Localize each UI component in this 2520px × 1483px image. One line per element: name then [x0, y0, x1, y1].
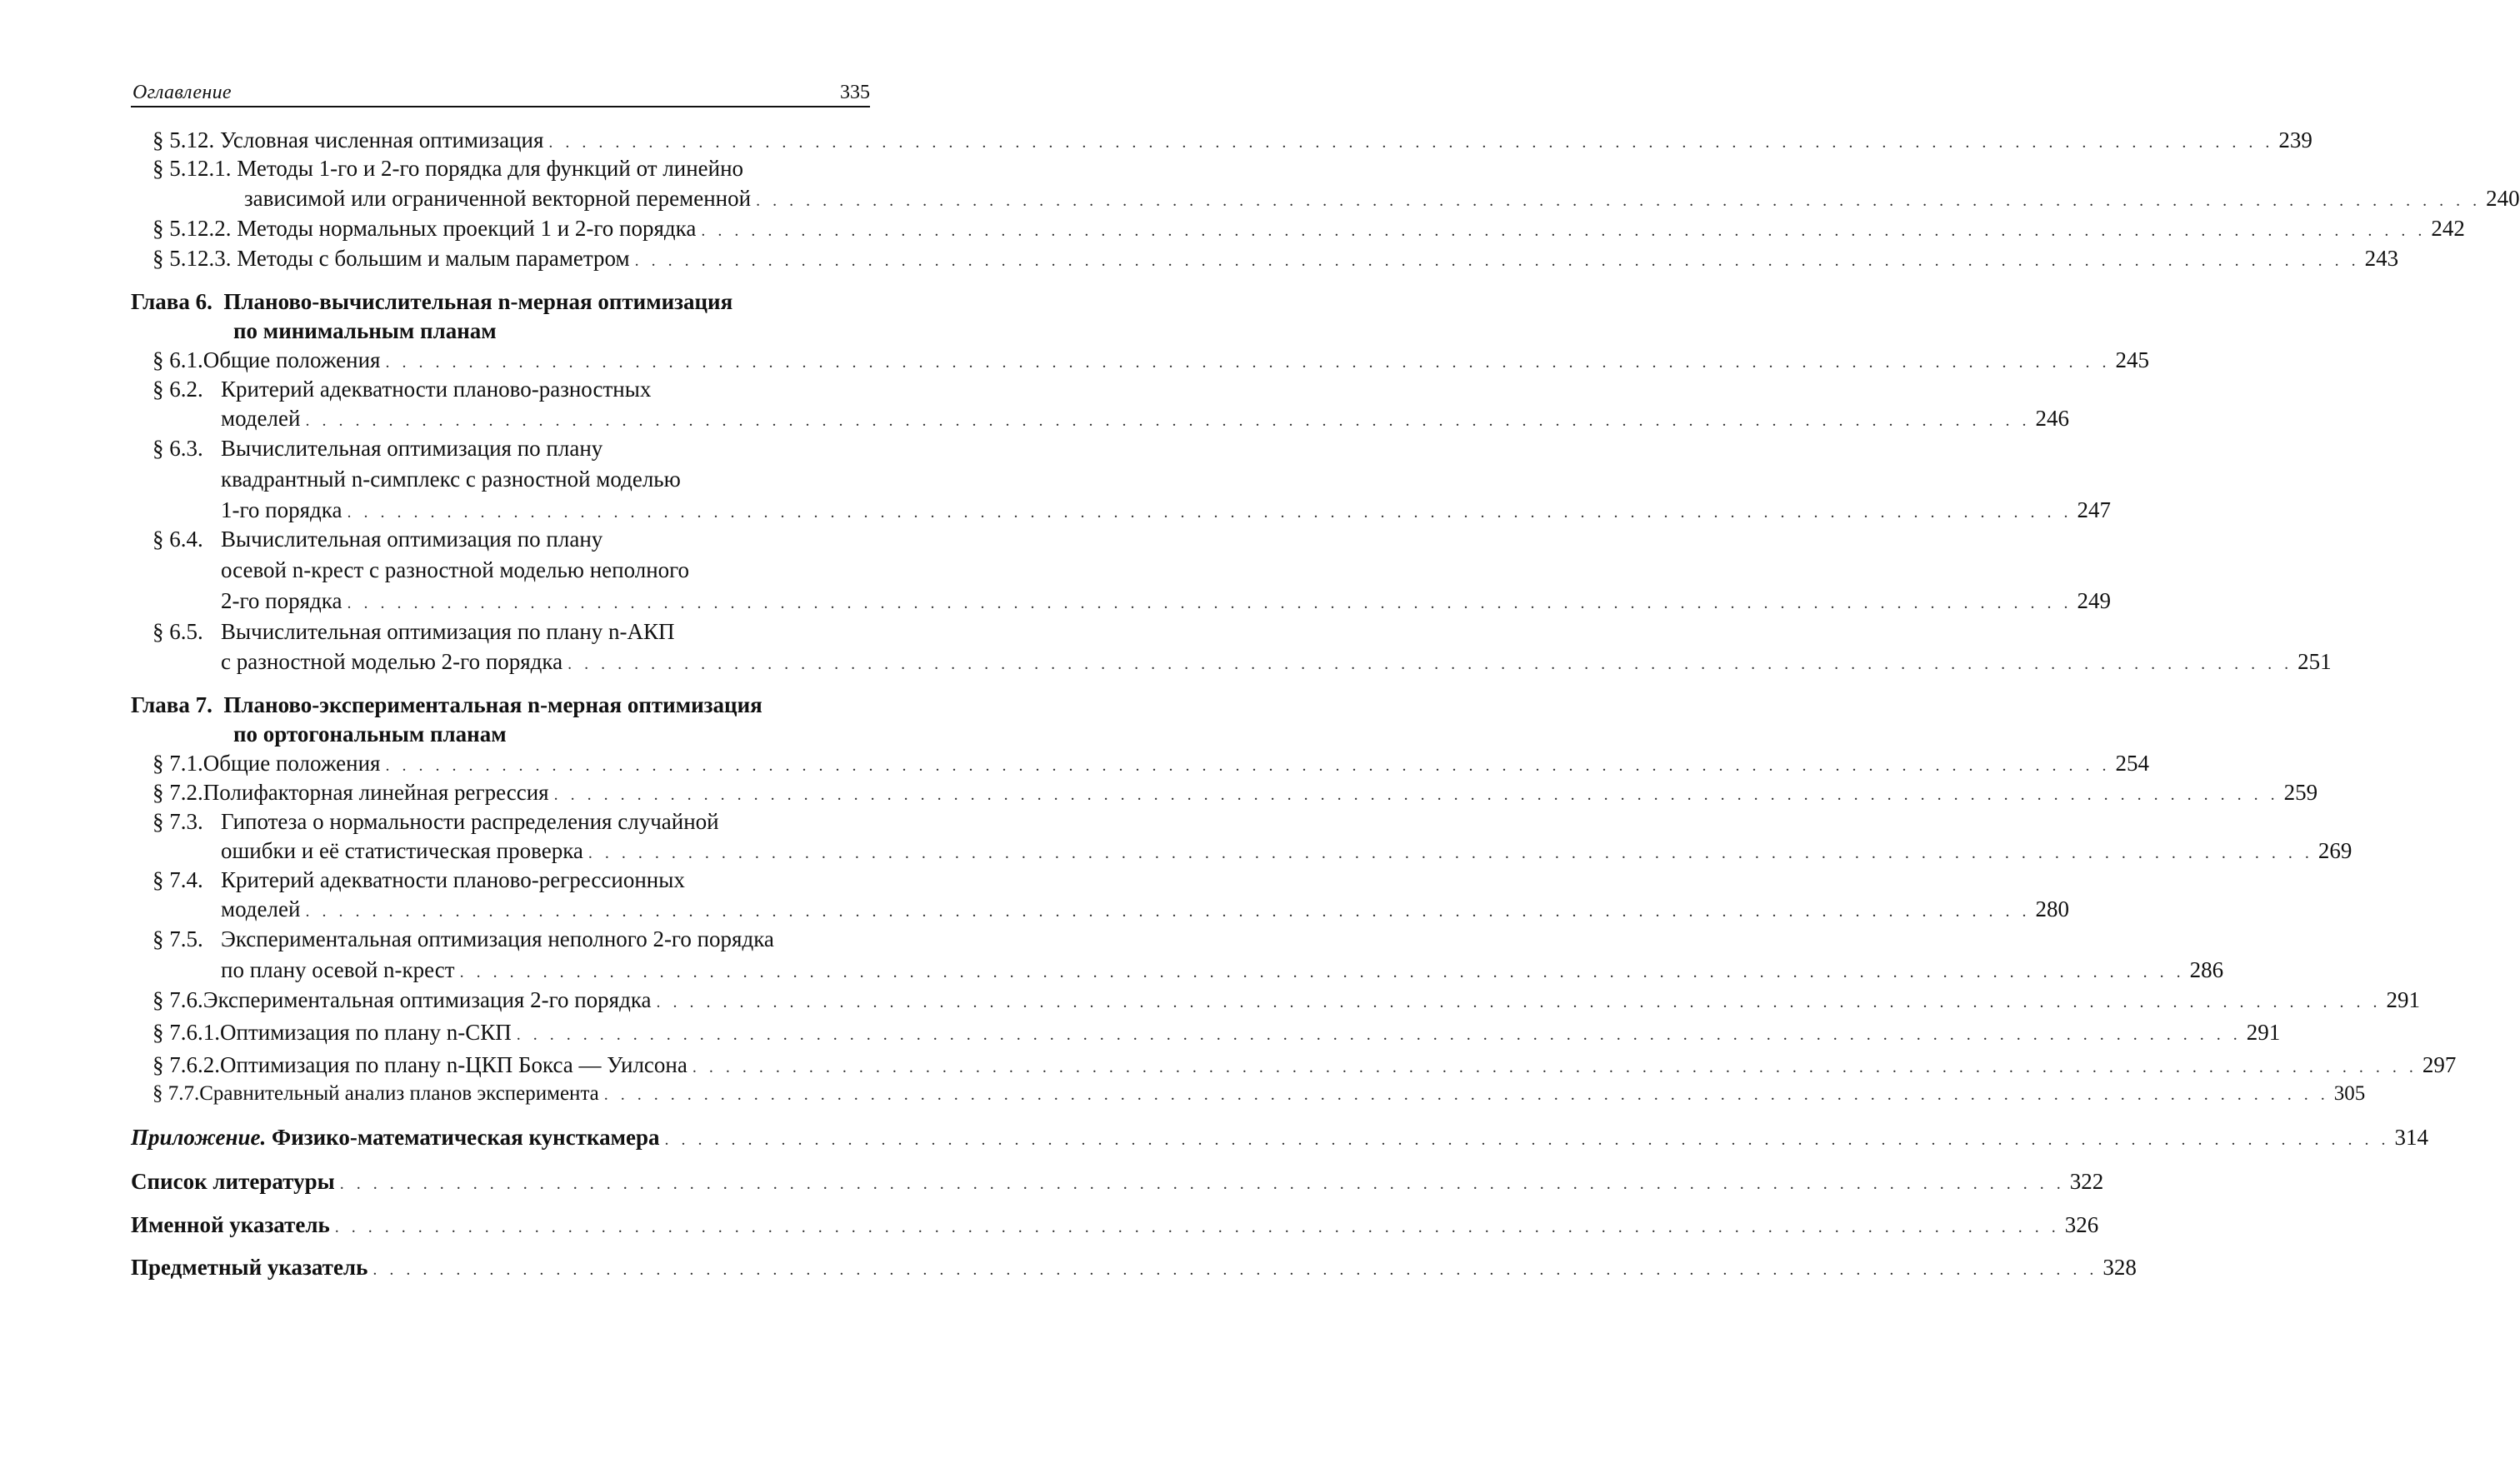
section-title-line-1: Критерий адекватности планово-разностных [221, 377, 652, 402]
section-title: Методы нормальных проекций 1 и 2-го порядка [237, 216, 697, 241]
toc-entry-5-12 [152, 125, 2312, 155]
section-number: § 7.1. [152, 751, 203, 776]
toc-entry-name-index [131, 1210, 2099, 1240]
chapter-title-line-2: по ортогональным планам [233, 722, 507, 746]
dot-leader: . . . . . . . . . . . . . . . . . . . . . . . . . . . . . . . . . . . . . . . . . . . . . . . . . . . . . . . . . . . . . . . . . . . . . . . . . . . . . . . . . . . . . . . . . . . . . . . . . . . . . . . . [634, 252, 2360, 270]
appendix-title: Физико-математическая кунсткамера [272, 1125, 660, 1150]
section-number: § 7.2. [152, 780, 203, 805]
page-number: 251 [2298, 649, 2332, 674]
section-number: § 7.7. [152, 1082, 200, 1105]
toc-entry-7-1 [152, 748, 2149, 778]
toc-entry-7-3-cont [221, 836, 2352, 866]
toc-entry-7-6 [152, 985, 2421, 1015]
page-number: 305 [2333, 1082, 2366, 1105]
section-title-line-3: 1-го порядка [221, 497, 342, 522]
section-number: § 7.4. [152, 867, 203, 892]
dot-leader: . . . . . . . . . . . . . . . . . . . . . . . . . . . . . . . . . . . . . . . . . . . . . . . . . . . . . . . . . . . . . . . . . . . . . . . . . . . . . . . . . . . . . . . . . . . . . . . . . . . . . . . . [588, 844, 2313, 862]
section-title: Оптимизация по плану n-ЦКП Бокса — Уилсона [220, 1052, 688, 1077]
section-title: Экспериментальная оптимизация 2-го порядка [202, 987, 652, 1012]
section-number: § 5.12.3. [152, 246, 232, 271]
section-title-line-2: моделей [221, 896, 301, 921]
page-number: 254 [2115, 751, 2149, 776]
section-title-line-1: Вычислительная оптимизация по плану [221, 527, 603, 552]
page-number: 247 [2077, 497, 2111, 522]
toc-entry-7-2 [152, 777, 2318, 807]
section-number: § 7.6.1. [152, 1020, 220, 1045]
page-number: 297 [2422, 1052, 2457, 1077]
page-number: 314 [2394, 1125, 2429, 1150]
section-number: § 6.2. [152, 377, 203, 402]
toc-entry-7-5-cont [221, 955, 2224, 985]
section-title: Оптимизация по плану n-СКП [220, 1020, 512, 1045]
dot-leader: . . . . . . . . . . . . . . . . . . . . . . . . . . . . . . . . . . . . . . . . . . . . . . . . . . . . . . . . . . . . . . . . . . . . . . . . . . . . . . . . . . . . . . . . . . . . . . . . . . . . . . . . [516, 1026, 2242, 1044]
section-title-line-2: моделей [221, 406, 301, 431]
section-title: Общие положения [202, 347, 381, 372]
dot-leader: . . . . . . . . . . . . . . . . . . . . . . . . . . . . . . . . . . . . . . . . . . . . . . . . . . . . . . . . . . . . . . . . . . . . . . . . . . . . . . . . . . . . . . . . . . . . . . . . . . . . . . . . [339, 1175, 2065, 1193]
page-number: 326 [2064, 1212, 2099, 1237]
toc-entry-5-12-1 [152, 153, 743, 183]
section-title-line-1: Критерий адекватности планово-регрессионных [221, 867, 685, 892]
section-number: § 5.12.1. [152, 156, 232, 181]
dot-leader: . . . . . . . . . . . . . . . . . . . . . . . . . . . . . . . . . . . . . . . . . . . . . . . . . . . . . . . . . . . . . . . . . . . . . . . . . . . . . . . . . . . . . . . . . . . . . . . . . . . . . . . . [385, 756, 2111, 775]
toc-entry-5-12-1-cont [244, 183, 2520, 213]
toc-entry-6-5-cont [221, 647, 2332, 677]
page-number: 239 [2278, 127, 2312, 152]
dot-leader: . . . . . . . . . . . . . . . . . . . . . . . . . . . . . . . . . . . . . . . . . . . . . . . . . . . . . . . . . . . . . . . . . . . . . . . . . . . . . . . . . . . . . . . . . . . . . . . . . . . . . . . . [701, 222, 2427, 240]
toc-entry-6-4 [152, 524, 602, 554]
dot-leader: . . . . . . . . . . . . . . . . . . . . . . . . . . . . . . . . . . . . . . . . . . . . . . . . . . . . . . . . . . . . . . . . . . . . . . . . . . . . . . . . . . . . . . . . . . . . . . . . . . . . . . . . [372, 1261, 2098, 1279]
page-number: 242 [2431, 216, 2465, 241]
subject-index-title: Предметный указатель [131, 1255, 368, 1280]
page-number: 245 [2115, 347, 2149, 372]
toc-entry-6-5 [152, 617, 675, 647]
section-title-line-1: Методы 1-го и 2-го порядка для функций от линейно [237, 156, 744, 181]
section-title: Методы с большим и малым параметром [237, 246, 630, 271]
section-title-line-3: 2-го порядка [221, 588, 342, 613]
dot-leader: . . . . . . . . . . . . . . . . . . . . . . . . . . . . . . . . . . . . . . . . . . . . . . . . . . . . . . . . . . . . . . . . . . . . . . . . . . . . . . . . . . . . . . . . . . . . . . . . . . . . . . . . [385, 353, 2111, 372]
section-number: § 7.6. [152, 987, 203, 1012]
section-title-line-2: по плану осевой n-крест [221, 957, 455, 982]
toc-entry-7-4 [152, 865, 685, 895]
chapter-7-heading [131, 690, 762, 720]
toc-entry-7-3 [152, 806, 719, 836]
section-number: § 7.3. [152, 809, 203, 834]
dot-leader: . . . . . . . . . . . . . . . . . . . . . . . . . . . . . . . . . . . . . . . . . . . . . . . . . . . . . . . . . . . . . . . . . . . . . . . . . . . . . . . . . . . . . . . . . . . . . . . . . . . . . . . . [334, 1218, 2060, 1236]
toc-entry-6-2 [152, 374, 651, 404]
section-title: Условная численная оптимизация [220, 127, 544, 152]
section-number: § 7.6.2. [152, 1052, 220, 1077]
dot-leader: . . . . . . . . . . . . . . . . . . . . . . . . . . . . . . . . . . . . . . . . . . . . . . . . . . . . . . . . . . . . . . . . . . . . . . . . . . . . . . . . . . . . . . . . . . . . . . . . . . . . . . . . [664, 1131, 2390, 1149]
toc-entry-7-5 [152, 924, 774, 954]
section-title-line-2: квадрантный n-симплекс с разностной моделью [221, 467, 681, 492]
page-number: 249 [2077, 588, 2111, 613]
section-title: Полифакторная линейная регрессия [202, 780, 549, 805]
section-number: § 6.1. [152, 347, 203, 372]
toc-entry-6-4-cont-2 [221, 586, 2111, 616]
running-header-page-number: 335 [840, 82, 870, 103]
section-title-line-2: осевой n-крест с разностной моделью неполного [221, 557, 690, 582]
section-number: § 5.12. [152, 127, 215, 152]
chapter-title-line-1: Планово-вычислительная n-мерная оптимизация [223, 289, 733, 314]
references-title: Список литературы [131, 1169, 335, 1194]
page-number: 240 [2486, 186, 2520, 211]
section-title-line-1: Вычислительная оптимизация по плану [221, 436, 603, 461]
toc-entry-subject-index [131, 1252, 2137, 1282]
chapter-label: Глава 7. [131, 692, 212, 717]
section-title-line-2: с разностной моделью 2-го порядка [221, 649, 563, 674]
chapter-title-line-1: Планово-экспериментальная n-мерная оптимизация [223, 692, 762, 717]
section-number: § 6.4. [152, 527, 203, 552]
appendix-label: Приложение. [131, 1125, 267, 1150]
toc-entry-6-3 [152, 433, 602, 463]
chapter-6-heading [131, 287, 732, 317]
section-title-line-2: ошибки и её статистическая проверка [221, 838, 583, 863]
page-number: 291 [2386, 987, 2421, 1012]
page-number: 243 [2364, 246, 2399, 271]
toc-entry-6-1 [152, 345, 2149, 375]
page-number: 280 [2035, 896, 2069, 921]
page-number: 286 [2189, 957, 2224, 982]
chapter-6-heading-cont [233, 316, 497, 346]
toc-entry-6-2-cont [221, 403, 2069, 433]
name-index-title: Именной указатель [131, 1212, 330, 1237]
section-title-line-1: Экспериментальная оптимизация неполного 2-го порядка [221, 926, 774, 951]
dot-leader: . . . . . . . . . . . . . . . . . . . . . . . . . . . . . . . . . . . . . . . . . . . . . . . . . . . . . . . . . . . . . . . . . . . . . . . . . . . . . . . . . . . . . . . . . . . . . . . . . . . . . . . . [347, 503, 2072, 522]
section-number: § 6.5. [152, 619, 203, 644]
dot-leader: . . . . . . . . . . . . . . . . . . . . . . . . . . . . . . . . . . . . . . . . . . . . . . . . . . . . . . . . . . . . . . . . . . . . . . . . . . . . . . . . . . . . . . . . . . . . . . . . . . . . . . . . [553, 786, 2279, 804]
chapter-7-heading-cont [233, 719, 507, 749]
toc-entry-references [131, 1166, 2104, 1196]
section-title-line-1: Гипотеза о нормальности распределения случайной [221, 809, 719, 834]
page-number: 328 [2102, 1255, 2137, 1280]
running-header-title: Оглавление [132, 82, 232, 103]
page-number: 246 [2035, 406, 2069, 431]
toc-entry-7-6-2 [152, 1050, 2457, 1080]
dot-leader: . . . . . . . . . . . . . . . . . . . . . . . . . . . . . . . . . . . . . . . . . . . . . . . . . . . . . . . . . . . . . . . . . . . . . . . . . . . . . . . . . . . . . . . . . . . . . . . . . . . . . . . . [692, 1058, 2418, 1076]
dot-leader: . . . . . . . . . . . . . . . . . . . . . . . . . . . . . . . . . . . . . . . . . . . . . . . . . . . . . . . . . . . . . . . . . . . . . . . . . . . . . . . . . . . . . . . . . . . . . . . . . . . . . . . . [305, 902, 2031, 921]
toc-entry-appendix [131, 1122, 2429, 1152]
section-title: Сравнительный анализ планов эксперимента [199, 1082, 599, 1105]
section-title: Общие положения [202, 751, 381, 776]
chapter-label: Глава 6. [131, 289, 212, 314]
section-number: § 6.3. [152, 436, 203, 461]
chapter-title-line-2: по минимальным планам [233, 318, 497, 343]
dot-leader: . . . . . . . . . . . . . . . . . . . . . . . . . . . . . . . . . . . . . . . . . . . . . . . . . . . . . . . . . . . . . . . . . . . . . . . . . . . . . . . . . . . . . . . . . . . . . . . . . . . . . . . . [603, 1086, 2329, 1104]
section-title-line-2: зависимой или ограниченной векторной переменной [244, 186, 752, 211]
section-number: § 5.12.2. [152, 216, 232, 241]
dot-leader: . . . . . . . . . . . . . . . . . . . . . . . . . . . . . . . . . . . . . . . . . . . . . . . . . . . . . . . . . . . . . . . . . . . . . . . . . . . . . . . . . . . . . . . . . . . . . . . . . . . . . . . . [756, 192, 2482, 210]
dot-leader: . . . . . . . . . . . . . . . . . . . . . . . . . . . . . . . . . . . . . . . . . . . . . . . . . . . . . . . . . . . . . . . . . . . . . . . . . . . . . . . . . . . . . . . . . . . . . . . . . . . . . . . . [347, 594, 2072, 612]
toc-entry-7-6-1 [152, 1017, 2281, 1047]
dot-leader: . . . . . . . . . . . . . . . . . . . . . . . . . . . . . . . . . . . . . . . . . . . . . . . . . . . . . . . . . . . . . . . . . . . . . . . . . . . . . . . . . . . . . . . . . . . . . . . . . . . . . . . . [305, 412, 2031, 430]
toc-entry-6-4-cont [221, 555, 689, 585]
toc-entry-5-12-2 [152, 213, 2465, 243]
toc-entry-6-3-cont [221, 464, 681, 494]
page-number: 259 [2283, 780, 2318, 805]
toc-entry-6-3-cont-2 [221, 495, 2111, 525]
toc-entry-7-4-cont [221, 894, 2069, 924]
dot-leader: . . . . . . . . . . . . . . . . . . . . . . . . . . . . . . . . . . . . . . . . . . . . . . . . . . . . . . . . . . . . . . . . . . . . . . . . . . . . . . . . . . . . . . . . . . . . . . . . . . . . . . . . [568, 655, 2293, 673]
dot-leader: . . . . . . . . . . . . . . . . . . . . . . . . . . . . . . . . . . . . . . . . . . . . . . . . . . . . . . . . . . . . . . . . . . . . . . . . . . . . . . . . . . . . . . . . . . . . . . . . . . . . . . . . [656, 993, 2382, 1011]
toc-entry-5-12-3 [152, 243, 2399, 273]
dot-leader: . . . . . . . . . . . . . . . . . . . . . . . . . . . . . . . . . . . . . . . . . . . . . . . . . . . . . . . . . . . . . . . . . . . . . . . . . . . . . . . . . . . . . . . . . . . . . . . . . . . . . . . . [548, 133, 2274, 152]
section-title-line-1: Вычислительная оптимизация по плану n-АКП [221, 619, 675, 644]
dot-leader: . . . . . . . . . . . . . . . . . . . . . . . . . . . . . . . . . . . . . . . . . . . . . . . . . . . . . . . . . . . . . . . . . . . . . . . . . . . . . . . . . . . . . . . . . . . . . . . . . . . . . . . . [459, 963, 2185, 981]
section-number: § 7.5. [152, 926, 203, 951]
toc-entry-7-7 [152, 1079, 2366, 1109]
page-number: 322 [2069, 1169, 2104, 1194]
page-number: 291 [2246, 1020, 2281, 1045]
page-number: 269 [2318, 838, 2352, 863]
